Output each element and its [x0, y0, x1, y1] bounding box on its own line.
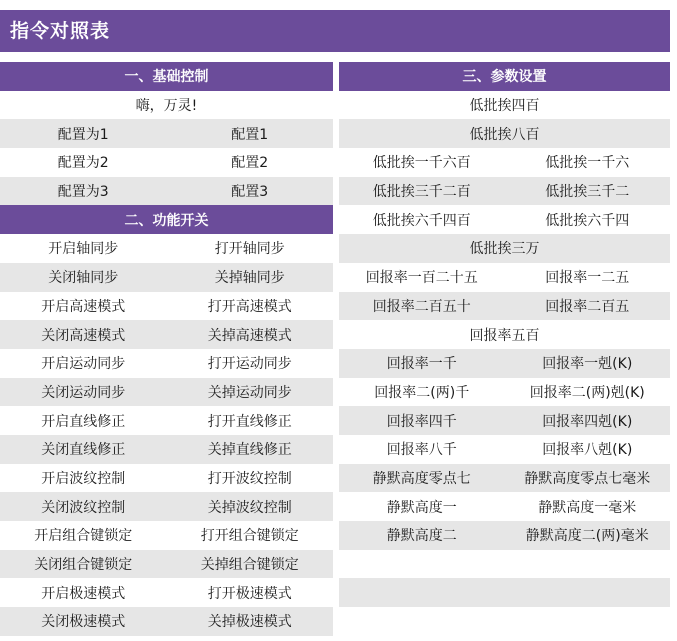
command-primary: 回报率四千 — [386, 413, 457, 430]
section-header-label: 三、参数设置 — [462, 69, 547, 86]
command-row — [339, 406, 670, 435]
command-alternate: 静默高度零点七毫米 — [524, 470, 651, 487]
command-text: 嗨，万灵! — [135, 98, 198, 115]
command-row — [339, 435, 670, 464]
command-primary: 配置为3 — [57, 184, 109, 201]
command-row — [339, 607, 670, 636]
section-header — [0, 205, 333, 234]
command-primary: 低批挨三千二百 — [372, 184, 471, 201]
command-primary: 关闭高速模式 — [41, 327, 126, 344]
command-row — [0, 349, 333, 378]
command-primary: 关闭运动同步 — [41, 384, 126, 401]
command-row — [0, 406, 333, 435]
command-row — [339, 492, 670, 521]
command-row — [339, 148, 670, 177]
command-row — [339, 578, 670, 607]
parameter-column — [339, 62, 670, 636]
command-primary: 静默高度一 — [386, 499, 457, 516]
command-primary: 关闭轴同步 — [48, 270, 119, 287]
command-primary: 开启组合键锁定 — [34, 528, 133, 545]
command-row — [339, 378, 670, 407]
command-alternate: 低批挨三千二 — [545, 184, 630, 201]
command-primary: 关闭极速模式 — [41, 614, 126, 631]
command-row — [0, 521, 333, 550]
command-row — [0, 607, 333, 636]
command-row — [0, 177, 333, 206]
command-alternate: 关掉极速模式 — [207, 614, 292, 631]
command-alternate: 低批挨一千六 — [545, 155, 630, 172]
command-row — [339, 349, 670, 378]
command-alternate: 回报率一二五 — [545, 270, 630, 287]
command-row — [0, 550, 333, 579]
command-text: 低批挨八百 — [469, 126, 540, 143]
command-alternate: 打开运动同步 — [207, 356, 292, 373]
command-alternate: 回报率一剋(K) — [542, 356, 633, 373]
command-alternate: 回报率八剋(K) — [542, 442, 633, 459]
command-row — [0, 148, 333, 177]
command-primary: 配置为2 — [57, 155, 109, 172]
command-alternate: 静默高度一毫米 — [538, 499, 637, 516]
command-alternate: 配置1 — [231, 126, 269, 143]
command-alternate: 关掉轴同步 — [214, 270, 285, 287]
command-text: 回报率五百 — [469, 327, 540, 344]
command-primary: 回报率一百二十五 — [365, 270, 478, 287]
command-primary: 开启高速模式 — [41, 298, 126, 315]
command-primary: 开启轴同步 — [48, 241, 119, 258]
page-title: 指令对照表 — [0, 10, 670, 52]
command-alternate: 回报率四剋(K) — [542, 413, 633, 430]
command-alternate: 回报率二百五 — [545, 298, 630, 315]
command-row — [339, 177, 670, 206]
command-primary: 低批挨一千六百 — [372, 155, 471, 172]
command-primary: 回报率一千 — [386, 356, 457, 373]
command-row — [339, 205, 670, 234]
command-alternate: 配置3 — [231, 184, 269, 201]
command-row — [339, 119, 670, 148]
command-primary: 开启极速模式 — [41, 585, 126, 602]
command-primary: 回报率八千 — [386, 442, 457, 459]
command-row — [339, 234, 670, 263]
command-primary: 静默高度零点七 — [372, 470, 471, 487]
command-primary: 回报率二(两)千 — [374, 384, 470, 401]
command-alternate: 打开极速模式 — [207, 585, 292, 602]
command-primary: 开启波纹控制 — [41, 470, 126, 487]
command-row — [339, 550, 670, 579]
command-alternate: 打开组合键锁定 — [200, 528, 299, 545]
command-row — [0, 320, 333, 349]
command-alternate: 关掉波纹控制 — [207, 499, 292, 516]
command-alternate: 打开直线修正 — [207, 413, 292, 430]
command-row — [339, 521, 670, 550]
command-row — [0, 378, 333, 407]
command-primary: 开启直线修正 — [41, 413, 126, 430]
command-primary: 配置为1 — [57, 126, 109, 143]
command-row — [0, 119, 333, 148]
basic-and-function-column — [0, 62, 333, 636]
command-row — [339, 320, 670, 349]
command-alternate: 静默高度二(两)毫米 — [525, 528, 649, 545]
command-row — [339, 292, 670, 321]
section-header — [339, 62, 670, 91]
command-row — [0, 578, 333, 607]
command-row — [0, 234, 333, 263]
command-row — [339, 91, 670, 120]
command-primary: 低批挨六千四百 — [372, 212, 471, 229]
command-row — [0, 91, 333, 120]
command-row — [0, 464, 333, 493]
command-text: 低批挨四百 — [469, 98, 540, 115]
section-header — [0, 62, 333, 91]
command-primary: 关闭波纹控制 — [41, 499, 126, 516]
command-alternate: 关掉高速模式 — [207, 327, 292, 344]
command-alternate: 关掉直线修正 — [207, 442, 292, 459]
command-row — [0, 435, 333, 464]
command-alternate: 关掉运动同步 — [207, 384, 292, 401]
command-alternate: 打开高速模式 — [207, 298, 292, 315]
command-alternate: 打开轴同步 — [214, 241, 285, 258]
command-primary: 回报率二百五十 — [372, 298, 471, 315]
command-row — [0, 263, 333, 292]
command-primary: 开启运动同步 — [41, 356, 126, 373]
command-row — [0, 292, 333, 321]
command-alternate: 低批挨六千四 — [545, 212, 630, 229]
command-primary: 关闭组合键锁定 — [34, 557, 133, 574]
command-alternate: 关掉组合键锁定 — [200, 557, 299, 574]
command-alternate: 回报率二(两)剋(K) — [529, 384, 645, 401]
command-primary: 关闭直线修正 — [41, 442, 126, 459]
command-text: 低批挨三万 — [469, 241, 540, 258]
section-header-label: 二、功能开关 — [124, 212, 209, 229]
command-alternate: 打开波纹控制 — [207, 470, 292, 487]
command-row — [339, 464, 670, 493]
command-row — [339, 263, 670, 292]
command-row — [0, 492, 333, 521]
section-header-label: 一、基础控制 — [124, 69, 209, 86]
command-primary: 静默高度二 — [386, 528, 457, 545]
command-alternate: 配置2 — [231, 155, 269, 172]
